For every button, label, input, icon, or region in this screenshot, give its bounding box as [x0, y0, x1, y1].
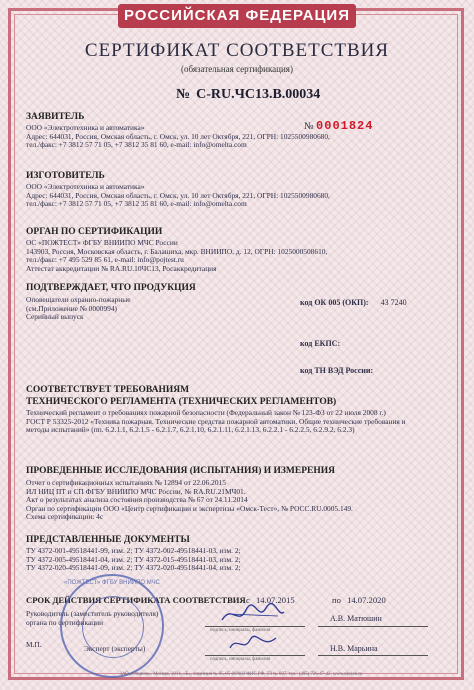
- head-signature-line: [205, 626, 305, 627]
- requirements-text: Технический регламент о требованиях пожарной безопасности (Федеральный закон № 123-ФЗ от 22 июля 2008 г.) ГОСТ Р 53325-2012 «Техника пожарная. Технические средства пожарной автоматики. Общие технические требования и методы испытаний» (пп. 6.2.1.1, 6.2.1.5 - 6.2.1.7, 6.2.1.10, 6.2.1.11, 6.2.1.13, 6.2.2.1 - 6.2.2.5, 6.2.9.2, 6.2.3): [26, 408, 406, 435]
- documents-text: ТУ 4372-001-49518441-99, изм. 2; ТУ 4372-002-49518441-03, изм. 2; ТУ 4372-005-49518441-04, изм. 2; ТУ 4372-015-49518441-03, изм. 2; ТУ 4372-020-49518441-09, изм. 2; ТУ 4372-020-49518441-04, изм. 2;: [26, 546, 241, 573]
- validity-to: [332, 595, 386, 605]
- tnved-code-label: код ТН ВЭД России:: [300, 366, 374, 375]
- manufacturer-heading: ИЗГОТОВИТЕЛЬ: [26, 171, 105, 181]
- okp-code: [300, 298, 407, 307]
- applicant-text: ООО «Электротехника и автоматика» Адрес: 644031, Россия, Омская область, г. Омск, ул. 10 лет Октября, 221, ОГРН: 1025500980680, тел./факс: +7 3812 57 71 05, +7 3812 35 81 60, e-mail: info@omelta.com: [26, 123, 330, 150]
- head-name: А.В. Матюшин: [330, 614, 382, 623]
- product-text: Оповещатели охранно-пожарные (см.Приложение № 0000994) Серийный выпуск: [26, 295, 131, 322]
- head-signature-label: Руководитель (заместитель руководителя) органа по сертификации: [26, 609, 159, 627]
- tests-heading: ПРОВЕДЕННЫЕ ИССЛЕДОВАНИЯ (ИСПЫТАНИЯ) И ИЗМЕРЕНИЯ: [26, 466, 336, 476]
- certificate-number-value: С-RU.ЧС13.В.00034: [196, 87, 321, 102]
- okp-code-label: код ОК 005 (ОКП):: [300, 298, 369, 307]
- expert-name: Н.В. Марьина: [330, 644, 378, 653]
- validity-from-label: с: [246, 595, 250, 605]
- stamp-text: «ПОЖТЕСТ» ФГБУ ВНИИПО МЧС: [64, 580, 160, 586]
- serial-number-sign: №: [304, 121, 314, 132]
- head-name-line: [318, 626, 428, 627]
- expert-name-line: [318, 655, 428, 656]
- validity-to-label: по: [332, 595, 341, 605]
- tnved-code: [300, 366, 373, 375]
- tests-text: Отчет о сертификационных испытаниях № 12894 от 22.06.2015 ИЛ НИЦ ПТ и СП ФГБУ ВНИИПО МЧС России, № RA.RU.21МЧ01. Акт о результатах анализа состояния производства № 67 от 24.11.2014 Орган по сертификации ООО «Центр сертификации и экспертизы «Омск-Тест», № РОСС.RU.0005.149. Схема сертификации: 4с: [26, 478, 353, 522]
- requirements-heading: СООТВЕТСТВУЕТ ТРЕБОВАНИЯМ: [26, 385, 190, 395]
- expert-signature-caption: подпись, инициалы, фамилия: [210, 657, 271, 662]
- serial-number-value: 0001824: [316, 119, 374, 133]
- expert-label: Эксперт (эксперты): [84, 644, 146, 653]
- mp-label: М.П.: [26, 640, 42, 649]
- cert-body-heading: ОРГАН ПО СЕРТИФИКАЦИИ: [26, 227, 163, 237]
- cert-body-text: ОС «ПОЖТЕСТ» ФГБУ ВНИИПО МЧС России 143903, Россия, Московская область, г. Балашиха, мкр. ВНИИПО, д. 12, ОГРН: 1025000508610, тел./факс: +7 495 529 85 61, e-mail: info@pojtest.ru Аттестат аккредитации № RA.RU.10ЧС13, Росаккредитация: [26, 238, 328, 273]
- printer-footer: ЗАО «Опцион», Москва, 2014, «Б», лицензия № 05-05-09/003 ФНС РФ, ТЗ № 687, тел.: (495) 726-47-42, www.opcion.ru: [119, 672, 363, 677]
- validity-to-date: 14.07.2020: [347, 595, 386, 605]
- applicant-heading: ЗАЯВИТЕЛЬ: [26, 112, 85, 122]
- head-signature-caption: подпись, инициалы, фамилия: [210, 628, 271, 633]
- country-banner: РОССИЙСКАЯ ФЕДЕРАЦИЯ: [118, 4, 356, 28]
- okp-code-value: 43 7240: [380, 298, 407, 307]
- ekps-code: [300, 339, 340, 348]
- ekps-code-label: код ЕКПС:: [300, 339, 341, 348]
- head-signature-image: [218, 600, 288, 628]
- validity-from-date: 14.07.2015: [255, 595, 295, 605]
- number-sign: №: [176, 87, 191, 102]
- document-subtitle: (обязательная сертификация): [181, 64, 293, 74]
- product-heading: ПОДТВЕРЖДАЕТ, ЧТО ПРОДУКЦИЯ: [26, 283, 196, 293]
- expert-signature-line: [205, 655, 305, 656]
- regulation-heading: ТЕХНИЧЕСКОГО РЕГЛАМЕНТА (ТЕХНИЧЕСКИХ РЕГЛАМЕНТОВ): [26, 397, 337, 407]
- manufacturer-text: ООО «Электротехника и автоматика» Адрес: 644031, Россия, Омская область, г. Омск, ул. 10 лет Октября, 221, ОГРН: 1025500980680, тел./факс: +7 3812 57 71 05, +7 3812 35 81 60, e-mail: info@omelta.com: [26, 182, 330, 209]
- document-title: СЕРТИФИКАТ СООТВЕТСТВИЯ: [84, 40, 390, 61]
- certificate-number: [176, 87, 320, 103]
- expert-signature-image: [226, 630, 282, 656]
- validity-label: СРОК ДЕЙСТВИЯ СЕРТИФИКАТА СООТВЕТСТВИЯ: [26, 595, 246, 605]
- documents-heading: ПРЕДСТАВЛЕННЫЕ ДОКУМЕНТЫ: [26, 535, 190, 545]
